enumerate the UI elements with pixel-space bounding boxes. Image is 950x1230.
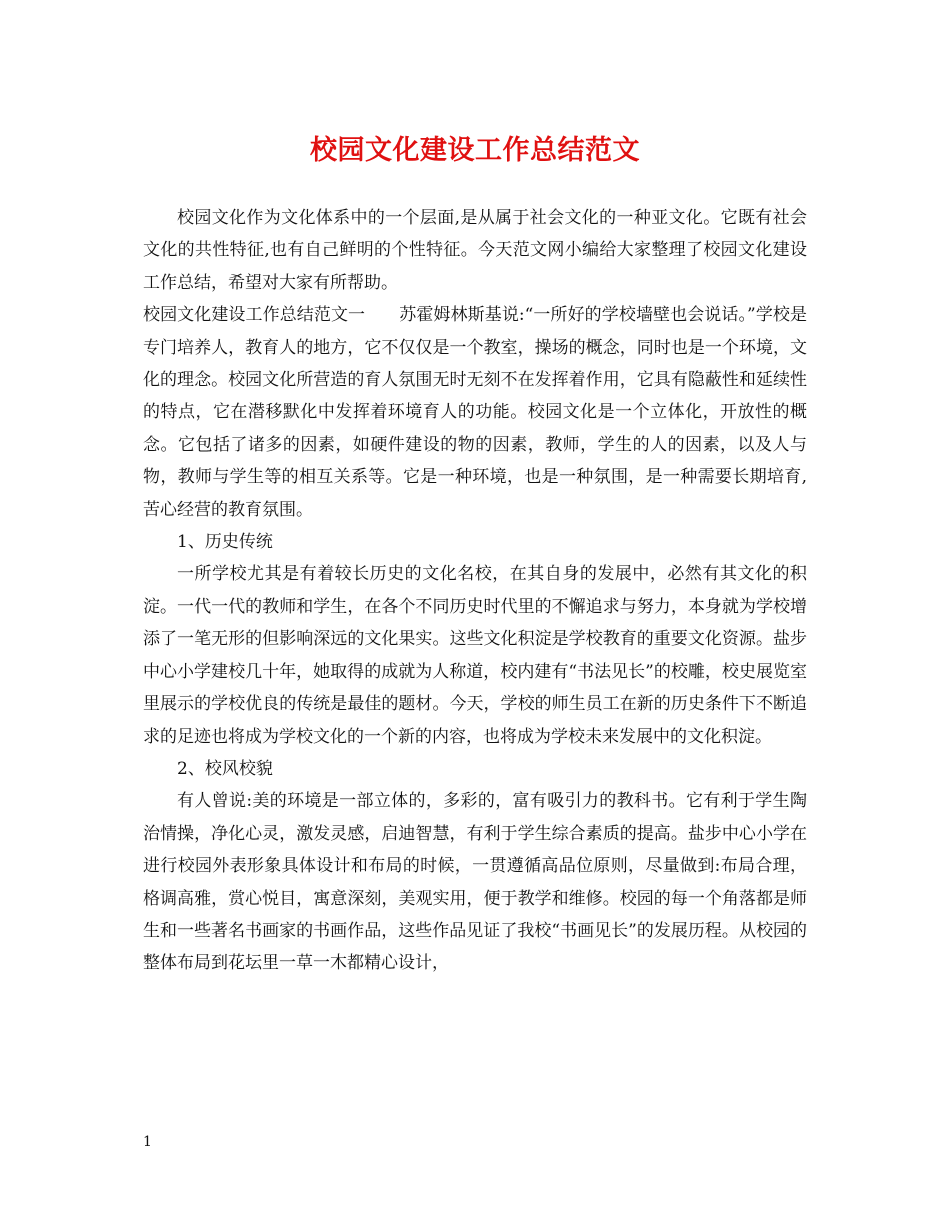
section-one-paragraph: 校园文化建设工作总结范文一 苏霍姆林斯基说:“一所好的学校墙壁也会说话。”学校是专门培养人，教育人的地方，它不仅仅是一个教室，操场的概念，同时也是一个环境，文化的理念。校园文化所营造的育人氛围无时无刻不在发挥着作用，它具有隐蔽性和延续性的特点，它在潜移默化中发挥着环境育人的功能。校园文化是一个立体化，开放性的概念。它包括了诸多的因素，如硬件建设的物的因素，教师，学生的人的因素，以及人与物，教师与学生等的相互关系等。它是一种环境，也是一种氛围，是一种需要长期培育,苦心经营的教育氛围。	[143, 305, 807, 520]
intro-paragraph: 校园文化作为文化体系中的一个层面,是从属于社会文化的一种亚文化。它既有社会文化的共性特征,也有自己鲜明的个性特征。今天范文网小编给大家整理了校园文化建设工作总结，希望对大家有所帮助。	[143, 208, 807, 293]
heading-school-style: 2、校风校貌	[177, 758, 273, 779]
history-paragraph: 一所学校尤其是有着较长历史的文化名校，在其自身的发展中，必然有其文化的积淀。一代一代的教师和学生，在各个不同历史时代里的不懈追求与努力，本身就为学校增添了一笔无形的但影响深远的文化果实。这些文化积淀是学校教育的重要文化资源。盐步中心小学建校几十年，她取得的成就为人称道，校内建有“书法见长”的校雕，校史展览室里展示的学校优良的传统是最佳的题材。今天，学校的师生员工在新的历史条件下不断追求的足迹也将成为学校文化的一个新的内容，也将成为学校未来发展中的文化积淀。	[143, 564, 807, 747]
document-title: 校园文化建设工作总结范文	[310, 135, 640, 166]
school-style-paragraph: 有人曾说:美的环境是一部立体的，多彩的，富有吸引力的教科书。它有利于学生陶治情操，净化心灵，激发灵感，启迪智慧，有利于学生综合素质的提高。盐步中心小学在进行校园外表形象具体设计和布局的时候，一贯遵循高品位原则，尽量做到:布局合理，格调高雅，赏心悦目，寓意深刻，美观实用，便于教学和维修。校园的每一个角落都是师生和一些著名书画家的书画作品，这些作品见证了我校“书画见长”的发展历程。从校园的整体布局到花坛里一草一木都精心设计，	[143, 791, 807, 974]
page-number: 1	[143, 1134, 152, 1150]
heading-history-tradition: 1、历史传统	[177, 532, 273, 553]
document-body	[143, 202, 807, 980]
